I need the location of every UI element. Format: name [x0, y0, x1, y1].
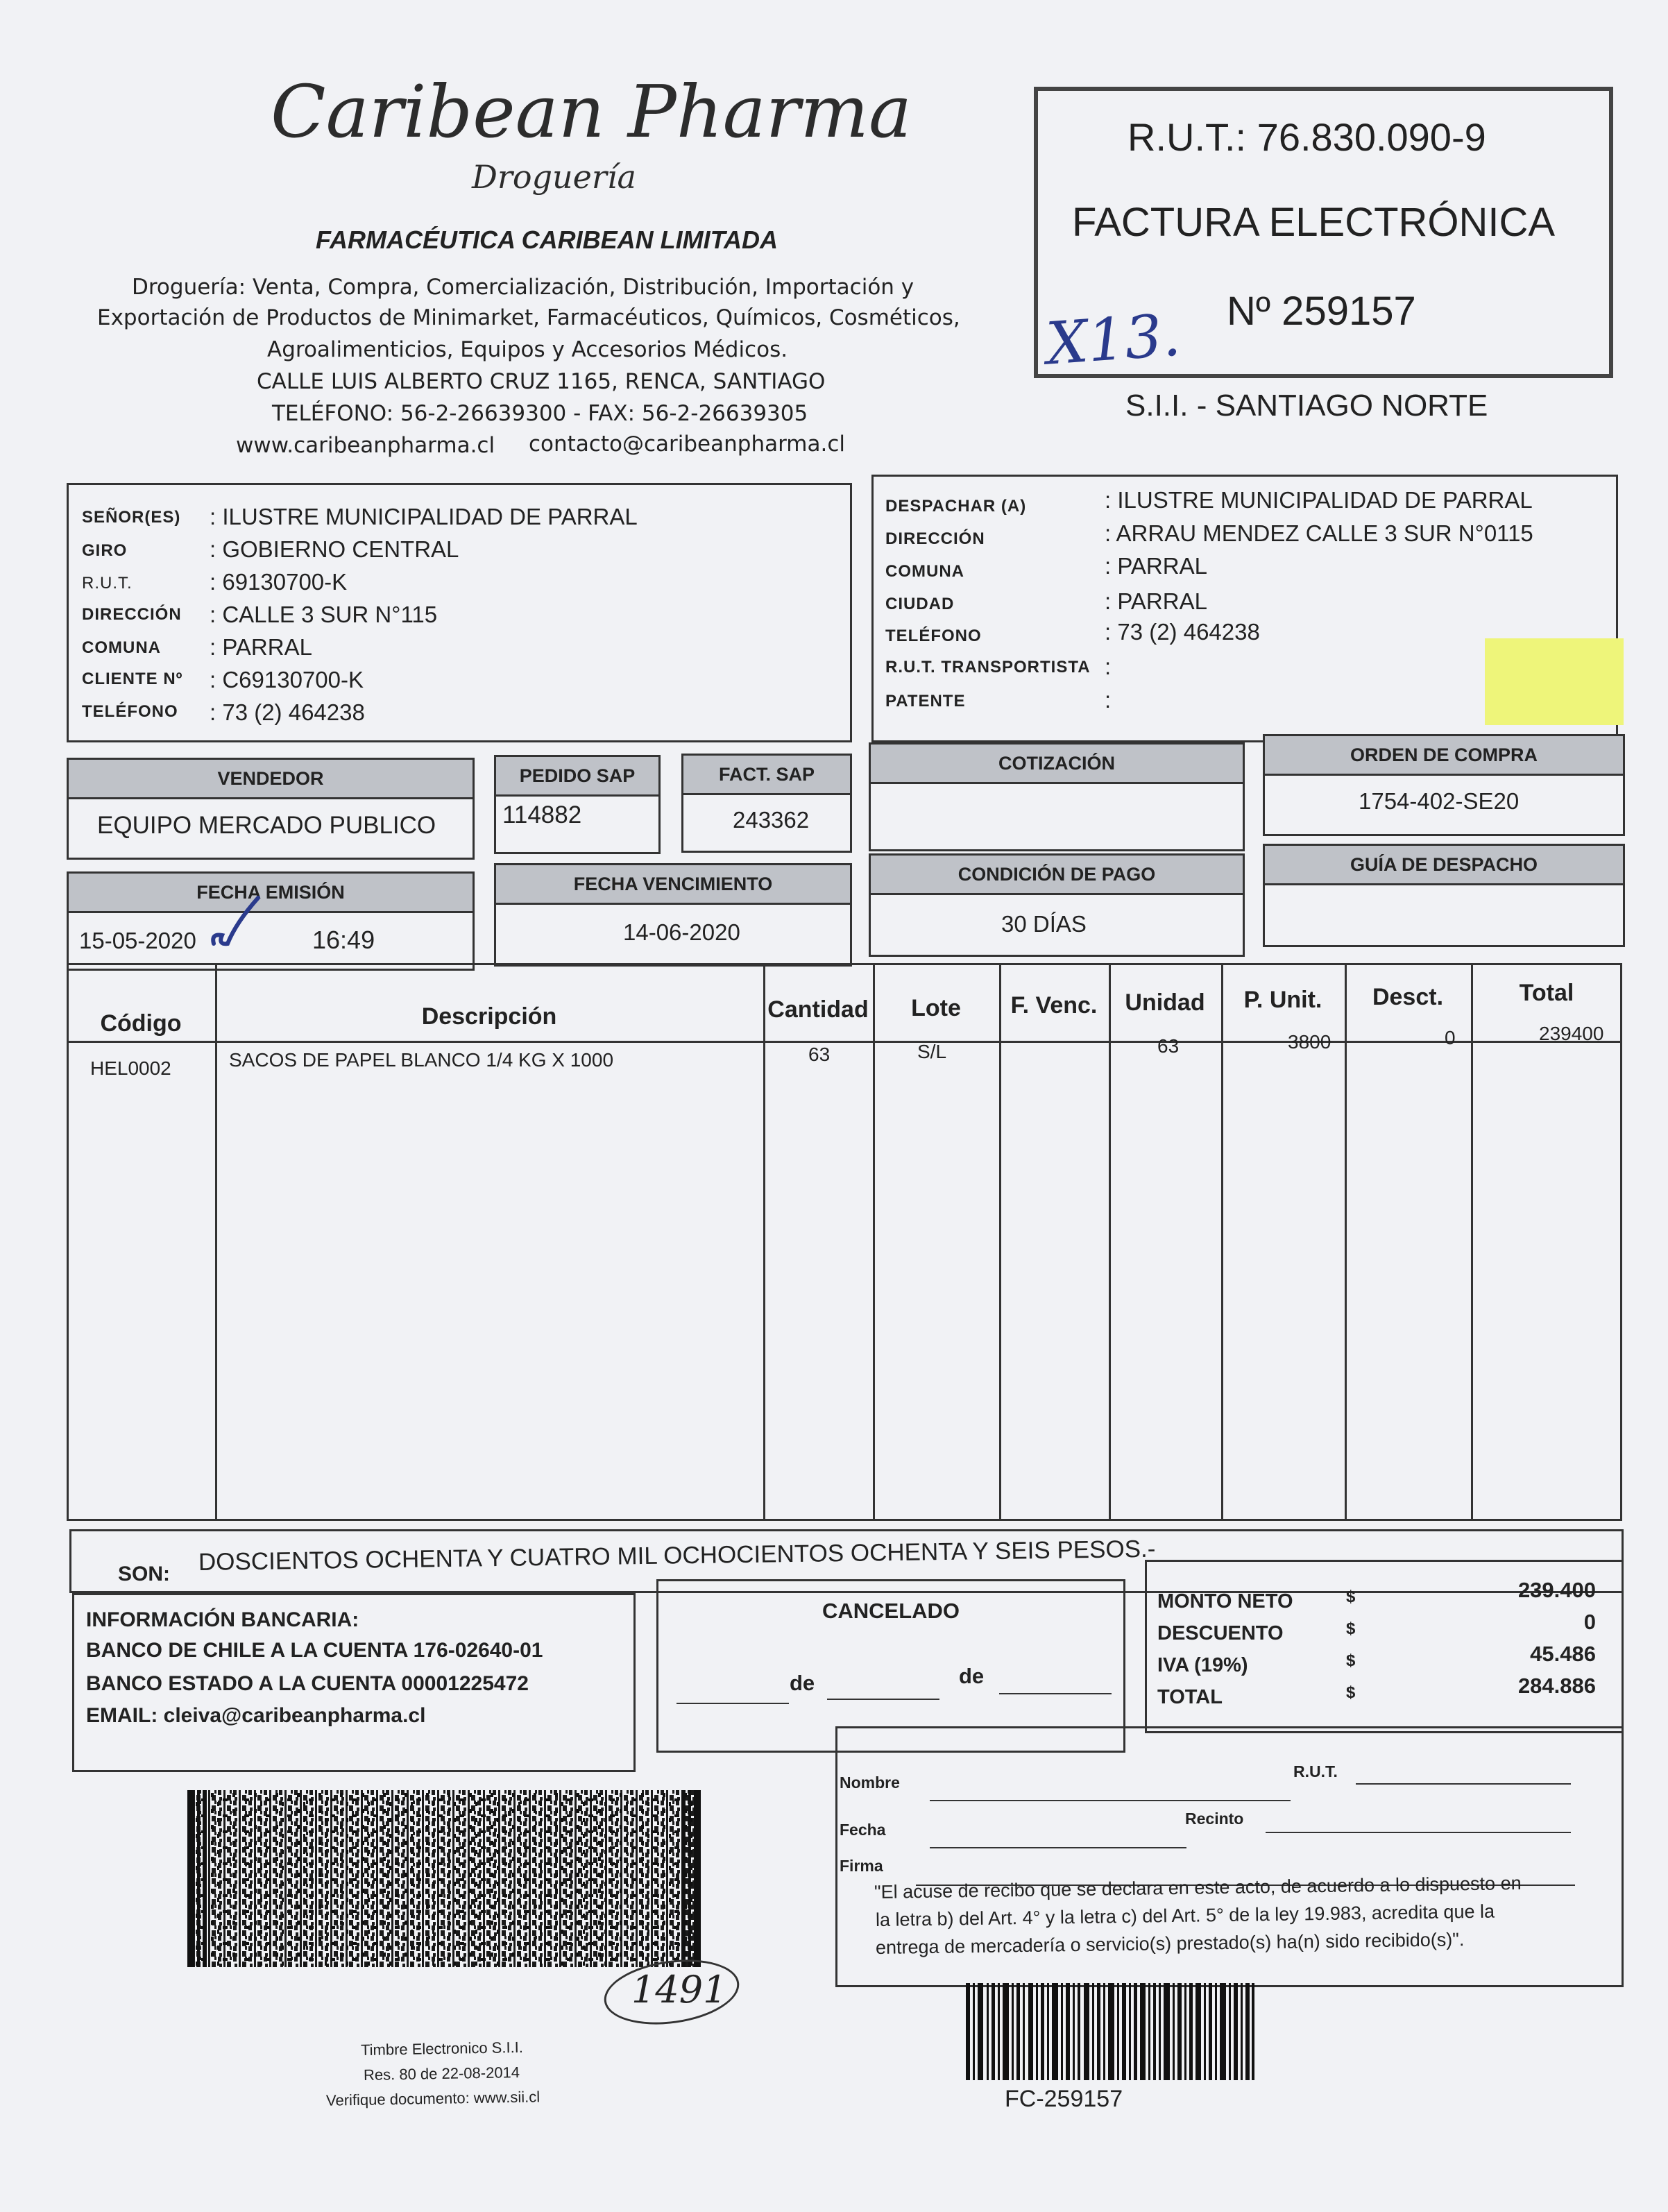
son-text: DOSCIENTOS OCHENTA Y CUATRO MIL OCHOCIENTOS OCHENTA Y SEIS PESOS.- — [198, 1535, 1156, 1576]
pedido-sap-value: 114882 — [502, 801, 582, 828]
col-header-codigo: Código — [100, 1010, 182, 1037]
dispatch-carrier-rut: : — [1105, 654, 1112, 679]
row-descuento: 0 — [1445, 1027, 1456, 1048]
document-number: Nº 259157 — [1227, 289, 1416, 334]
company-description-2: Exportación de Productos de Minimarket, Farmacéuticos, Químicos, Cosméticos, — [97, 305, 960, 330]
dispatch-plate: : — [1105, 687, 1112, 713]
vendedor-header: VENDEDOR — [67, 758, 475, 799]
client-label-address: DIRECCIÓN — [82, 605, 182, 624]
dispatch-phone: : 73 (2) 464238 — [1105, 619, 1260, 645]
col-header-lote: Lote — [911, 995, 961, 1021]
row-codigo: HEL0002 — [90, 1057, 171, 1079]
col-sep-1 — [215, 963, 217, 1521]
total-label-neto: MONTO NETO — [1157, 1590, 1293, 1613]
linear-barcode — [966, 1983, 1254, 2080]
client-phone: : 73 (2) 464238 — [210, 699, 365, 725]
client-label-phone: TELÉFONO — [82, 702, 178, 721]
guia-despacho-header: GUÍA DE DESPACHO — [1263, 844, 1625, 885]
receipt-legal-3: entrega de mercadería o servicio(s) prestado(s) ha(n) sido recibido(s)". — [875, 1929, 1465, 1958]
currency-symbol-3: $ — [1346, 1651, 1356, 1670]
client-label-rut: R.U.T. — [82, 574, 133, 593]
row-lote: S/L — [917, 1041, 947, 1062]
client-label-client-number: CLIENTE Nº — [82, 670, 183, 688]
company-logo-subtitle: Droguería — [472, 158, 636, 196]
receipt-line-fecha — [930, 1847, 1186, 1848]
total-label-total: TOTAL — [1157, 1686, 1223, 1708]
dispatch-to: : ILUSTRE MUNICIPALIDAD DE PARRAL — [1105, 487, 1533, 513]
dispatch-label-carrier-rut: R.U.T. TRANSPORTISTA — [885, 658, 1091, 677]
receipt-line-nombre — [930, 1800, 1291, 1801]
receipt-label-nombre: Nombre — [840, 1773, 900, 1792]
client-name: : ILUSTRE MUNICIPALIDAD DE PARRAL — [210, 504, 638, 529]
client-label-name: SEÑOR(ES) — [82, 508, 181, 527]
vendedor-value: EQUIPO MERCADO PUBLICO — [97, 812, 436, 839]
bank-line-1: BANCO DE CHILE A LA CUENTA 176-02640-01 — [86, 1639, 543, 1662]
receipt-label-recinto: Recinto — [1185, 1810, 1244, 1828]
barcode-label: FC-259157 — [1005, 2086, 1123, 2112]
orden-compra-value: 1754-402-SE20 — [1359, 788, 1520, 814]
total-value-iva: 45.486 — [1530, 1642, 1596, 1666]
col-sep-5 — [1109, 963, 1111, 1521]
timbre-line-1: Timbre Electronico S.I.I. — [360, 2038, 524, 2059]
handwritten-number: 1491 — [631, 1968, 727, 2011]
dispatch-address: : ARRAU MENDEZ CALLE 3 SUR N°0115 — [1105, 520, 1533, 546]
timbre-electronico-barcode — [187, 1790, 701, 1967]
col-sep-6 — [1221, 963, 1223, 1521]
sii-office: S.I.I. - SANTIAGO NORTE — [1125, 389, 1488, 423]
receipt-label-firma: Firma — [840, 1857, 883, 1875]
client-address: : CALLE 3 SUR N°115 — [210, 602, 438, 627]
receipt-legal-1: "El acuse de recibo que se declara en este acto, de acuerdo a lo dispuesto en — [874, 1872, 1522, 1903]
condicion-pago-header: CONDICIÓN DE PAGO — [869, 853, 1245, 895]
col-header-descripcion: Descripción — [421, 1003, 557, 1030]
fecha-emision-date: 15-05-2020 — [79, 928, 196, 953]
row-total: 239400 — [1539, 1023, 1604, 1044]
fecha-vencimiento-value: 14-06-2020 — [623, 919, 740, 945]
company-web: www.caribeanpharma.cl — [236, 433, 495, 458]
fecha-emision-time: 16:49 — [312, 926, 375, 954]
handwritten-mark: X13. — [1044, 300, 1183, 378]
col-header-fvenc: F. Venc. — [1010, 992, 1098, 1019]
company-address: CALLE LUIS ALBERTO CRUZ 1165, RENCA, SANTIAGO — [257, 369, 826, 394]
dispatch-commune: : PARRAL — [1105, 553, 1207, 579]
receipt-legal-2: la letra b) del Art. 4° y la letra c) del Art. 5° de la ley 19.983, acredita que la — [875, 1900, 1495, 1930]
col-header-cantidad: Cantidad — [767, 996, 869, 1023]
client-label-giro: GIRO — [82, 541, 128, 560]
col-sep-7 — [1345, 963, 1347, 1521]
col-header-punit: P. Unit. — [1243, 987, 1322, 1013]
client-label-commune: COMUNA — [82, 638, 161, 657]
col-header-unidad: Unidad — [1125, 989, 1205, 1016]
orden-compra-header: ORDEN DE COMPRA — [1263, 734, 1625, 776]
condicion-pago-value: 30 DÍAS — [1001, 911, 1087, 937]
receipt-line-rut — [1356, 1783, 1571, 1785]
col-sep-2 — [763, 963, 765, 1521]
cancelado-title: CANCELADO — [822, 1599, 960, 1623]
cancelado-de-1: de — [790, 1671, 815, 1695]
dispatch-label-address: DIRECCIÓN — [885, 529, 985, 548]
fecha-emision-header: FECHA EMISIÓN — [67, 871, 475, 913]
document-type: FACTURA ELECTRÓNICA — [1072, 200, 1556, 245]
receipt-label-rut: R.U.T. — [1293, 1762, 1338, 1780]
row-descripcion: SACOS DE PAPEL BLANCO 1/4 KG X 1000 — [229, 1049, 614, 1071]
col-sep-8 — [1471, 963, 1473, 1521]
timbre-line-3: Verifique documento: www.sii.cl — [325, 2088, 541, 2109]
items-table — [67, 963, 1622, 1521]
timbre-line-2: Res. 80 de 22-08-2014 — [363, 2064, 520, 2084]
total-value-total: 284.886 — [1517, 1674, 1596, 1698]
row-unidad: 63 — [1157, 1035, 1180, 1057]
client-rut: : 69130700-K — [210, 569, 348, 595]
company-phone: TELÉFONO: 56-2-26639300 - FAX: 56-2-26639305 — [272, 401, 808, 426]
dispatch-label-commune: COMUNA — [885, 562, 964, 581]
bank-line-3: EMAIL: cleiva@caribeanpharma.cl — [86, 1704, 426, 1727]
pedido-sap-header: PEDIDO SAP — [494, 755, 661, 797]
currency-symbol-2: $ — [1346, 1619, 1356, 1638]
company-legal-name: FARMACÉUTICA CARIBEAN LIMITADA — [316, 226, 778, 254]
cancelado-line-2 — [827, 1699, 939, 1700]
cancelado-line-1 — [676, 1703, 789, 1704]
cancelado-de-2: de — [959, 1664, 985, 1688]
cotizacion-header: COTIZACIÓN — [869, 742, 1245, 784]
row-cantidad: 63 — [808, 1044, 831, 1065]
dispatch-label-city: CIUDAD — [885, 595, 955, 613]
dispatch-label-plate: PATENTE — [885, 692, 966, 711]
total-label-iva: IVA (19%) — [1157, 1654, 1248, 1676]
total-label-descuento: DESCUENTO — [1157, 1622, 1284, 1644]
row-punit: 3800 — [1288, 1031, 1331, 1053]
receipt-line-recinto — [1266, 1832, 1571, 1833]
pen-check-mark — [208, 895, 271, 951]
currency-symbol-1: $ — [1346, 1588, 1356, 1606]
col-header-descuento: Desct. — [1372, 984, 1444, 1010]
total-value-descuento: 0 — [1583, 1610, 1596, 1634]
company-description-1: Droguería: Venta, Compra, Comercialización, Distribución, Importación y — [132, 275, 914, 300]
total-value-neto: 239.400 — [1517, 1578, 1596, 1602]
son-label: SON: — [118, 1563, 170, 1585]
guia-despacho-box — [1263, 883, 1625, 947]
col-sep-3 — [873, 963, 875, 1521]
dispatch-label-to: DESPACHAR (A) — [885, 497, 1027, 516]
document-rut: R.U.T.: 76.830.090-9 — [1127, 115, 1486, 159]
fecha-vencimiento-header: FECHA VENCIMIENTO — [494, 863, 852, 905]
cancelado-line-3 — [999, 1693, 1112, 1694]
client-giro: : GOBIERNO CENTRAL — [210, 536, 459, 562]
cotizacion-box — [869, 782, 1245, 851]
dispatch-city: : PARRAL — [1105, 588, 1207, 614]
client-commune: : PARRAL — [210, 634, 312, 660]
bank-line-2: BANCO ESTADO A LA CUENTA 00001225472 — [86, 1672, 529, 1695]
company-description-3: Agroalimenticios, Equipos y Accesorios Médicos. — [267, 337, 788, 362]
highlighter-mark — [1485, 638, 1624, 725]
items-header-separator — [67, 1041, 1622, 1043]
fact-sap-header: FACT. SAP — [681, 754, 852, 795]
fact-sap-value: 243362 — [733, 807, 810, 833]
col-sep-4 — [999, 963, 1001, 1521]
bank-title: INFORMACIÓN BANCARIA: — [86, 1608, 359, 1631]
receipt-label-fecha: Fecha — [840, 1821, 886, 1839]
company-logo: Caribean Pharma — [271, 69, 912, 154]
company-email: contacto@caribeanpharma.cl — [529, 432, 845, 457]
currency-symbol-4: $ — [1346, 1683, 1356, 1702]
dispatch-label-phone: TELÉFONO — [885, 627, 982, 645]
col-header-total: Total — [1519, 980, 1574, 1006]
client-number: : C69130700-K — [210, 667, 364, 692]
